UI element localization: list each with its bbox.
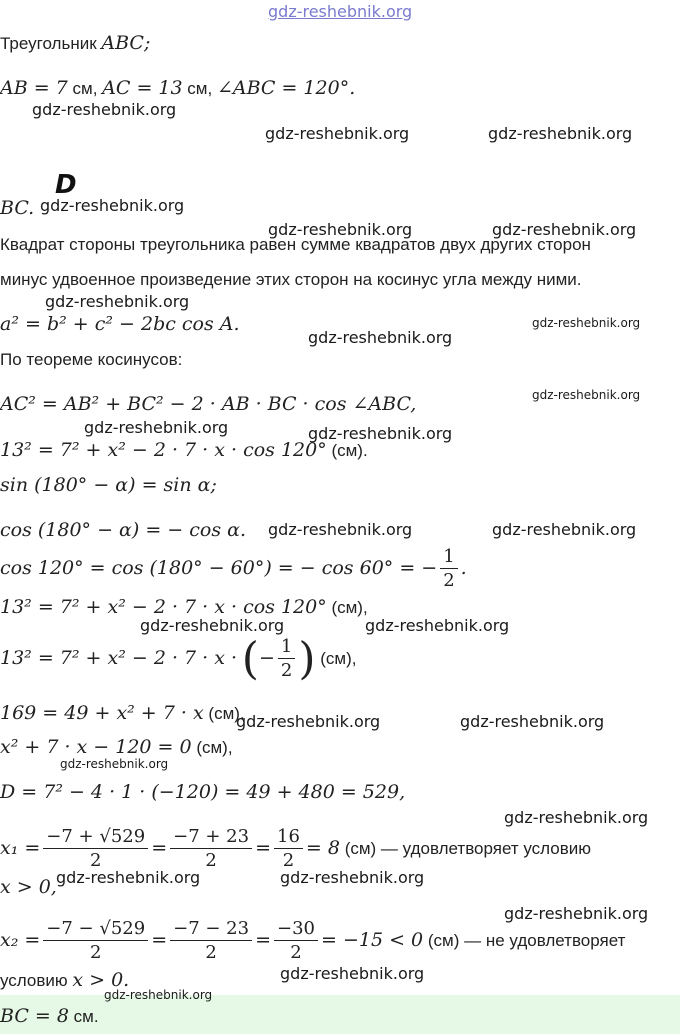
watermark: gdz-reshebnik.org [60,757,169,771]
watermark: gdz-reshebnik.org [532,388,641,402]
line-cosine-formula: a² = b² + c² − 2bc cos A. [0,313,240,335]
line-answer: BC = 8 см. [0,1005,99,1027]
watermark: gdz-reshebnik.org [265,124,410,143]
line-given: AB = 7 см, AC = 13 см, ∠ABC = 120°. [0,77,356,99]
line-root-2-condition: условию x > 0. [0,969,130,991]
line-cosine-rule-text-1: Квадрат стороны треугольника равен сумме квадратов двух других сторон [0,235,591,254]
fraction: $\frac{-30}{2}$ [274,918,318,965]
line-root-1: x₁ = $\frac{-7 + √529}{2}$ = $\frac{-7 + 23}{2}$ = $\frac{16}{2}$ = 8 (см) — удовлетворяет условию [0,826,592,872]
line-equation-1: 13² = 7² + x² − 2 · 7 · x · cos 120° (см). [0,439,368,461]
watermark: gdz-reshebnik.org [280,868,425,887]
line-cos-identity: cos (180° − α) = − cos α. [0,519,246,541]
watermark: gdz-reshebnik.org [492,220,637,239]
find-label-logo: D [55,170,77,200]
line-equation-2: 13² = 7² + x² − 2 · 7 · x · cos 120° (см), [0,596,368,618]
line-equation-4: 169 = 49 + x² + 7 · x (см). [0,702,245,724]
watermark: gdz-reshebnik.org [308,424,453,443]
answer-box [0,995,680,1034]
line-equation-3: 13² = 7² + x² − 2 · 7 · x · (− $\frac{1}{2}$ ) (см), [0,633,357,685]
watermark: gdz-reshebnik.org [492,520,637,539]
watermark: gdz-reshebnik.org [45,292,190,311]
line-quadratic: x² + 7 · x − 120 = 0 (см), [0,736,233,758]
watermark: gdz-reshebnik.org [84,418,229,437]
fraction: $\frac{1}{2}$ [278,636,295,683]
line-cos-120: cos 120° = cos (180° − 60°) = − cos 60° = − $\frac{1}{2}$ . [0,546,467,592]
line-root-2: x₂ = $\frac{-7 - √529}{2}$ = $\frac{-7 - 23}{2}$ = $\frac{-30}{2}$ = −15 < 0 (см) — не удовлетворяет [0,918,626,964]
fraction: $\frac{-7 + 23}{2}$ [170,826,252,873]
fraction: $\frac{16}{2}$ [274,826,303,873]
watermark: gdz-reshebnik.org [268,220,413,239]
watermark: gdz-reshebnik.org [236,712,381,731]
watermark: gdz-reshebnik.org [532,316,641,330]
line-root-1-condition: x > 0, [0,876,57,898]
fraction: $\frac{1}{2}$ [440,546,457,593]
watermark: gdz-reshebnik.org [56,868,201,887]
line-sin-identity: sin (180° − α) = sin α; [0,474,217,496]
watermark: gdz-reshebnik.org [460,712,605,731]
watermark: gdz-reshebnik.org [488,124,633,143]
watermark: gdz-reshebnik.org [32,100,177,119]
fraction: $\frac{-7 - √529}{2}$ [43,918,148,965]
watermark: gdz-reshebnik.org [140,616,285,635]
line-cosine-rule-text-2: минус удвоенное произведение этих сторон на косинус угла между ними. [0,270,582,289]
line-by-theorem: По теореме косинусов: [0,350,183,369]
fraction: $\frac{-7 + √529}{2}$ [43,826,148,873]
line-find: BC. [0,197,35,219]
watermark: gdz-reshebnik.org [308,328,453,347]
line-triangle: Треугольник ABC; [0,32,151,54]
line-discriminant: D = 7² − 4 · 1 · (−120) = 49 + 480 = 529, [0,781,406,803]
watermark-top-link[interactable]: gdz-reshebnik.org [268,2,413,21]
watermark: gdz-reshebnik.org [104,988,213,1002]
watermark: gdz-reshebnik.org [504,808,649,827]
watermark: gdz-reshebnik.org [504,904,649,923]
watermark: gdz-reshebnik.org [268,520,413,539]
watermark: gdz-reshebnik.org [365,616,510,635]
watermark: gdz-reshebnik.org [40,196,185,215]
watermark: gdz-reshebnik.org [280,964,425,983]
line-ac-formula: AC² = AB² + BC² − 2 · AB · BC · cos ∠ABC, [0,393,417,415]
fraction: $\frac{-7 - 23}{2}$ [170,918,252,965]
